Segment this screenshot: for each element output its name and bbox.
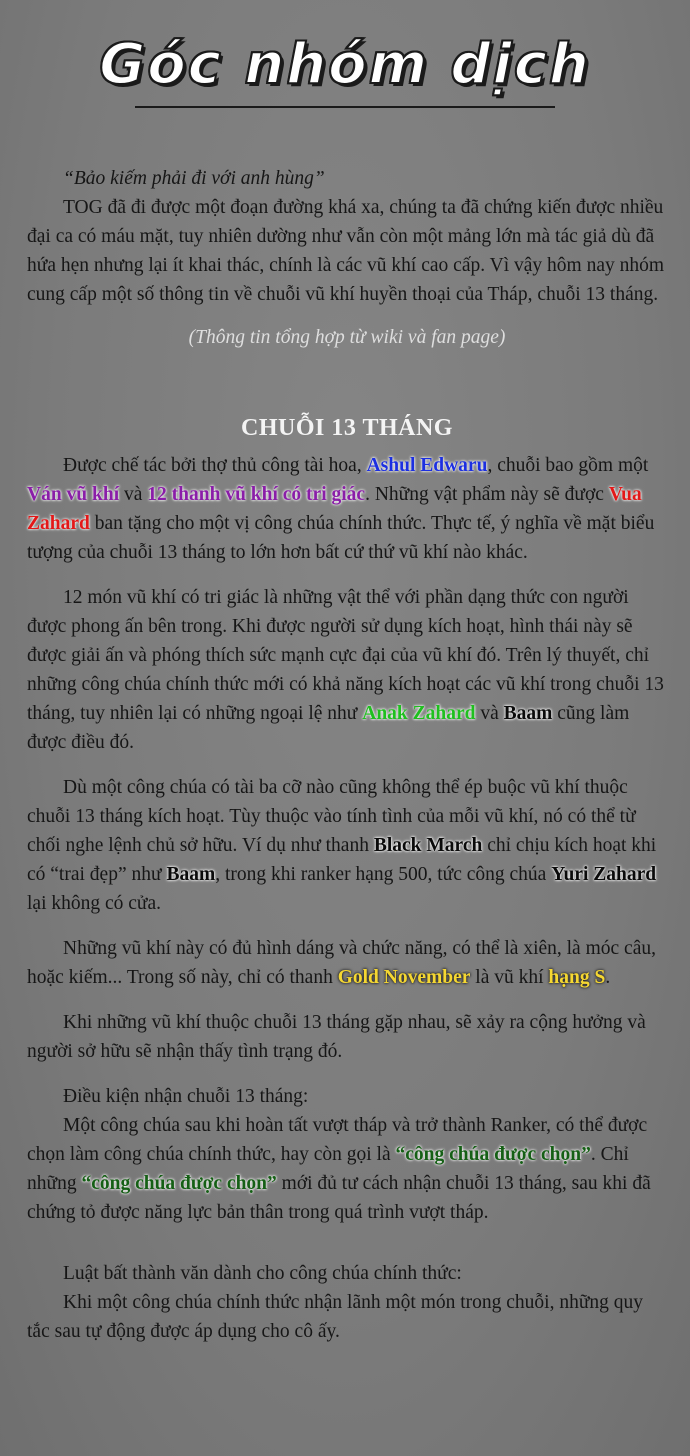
text-segment: mới đủ tư cách nhận chuỗi 13 tháng, sau khi đã chứng tỏ được năng lực bản thân trong quá trình vượt tháp. xyxy=(27,1173,651,1223)
paragraph-resonance: Khi những vũ khí thuộc chuỗi 13 tháng gặp nhau, sẽ xảy ra cộng hưởng và người sở hữu sẽ nhận thấy tình trạng đó. xyxy=(27,1012,646,1062)
header xyxy=(0,30,690,108)
text-segment: , trong khi ranker hạng 500, tức công chúa xyxy=(215,864,552,885)
highlight-chosen-princess: “công chúa được chọn” xyxy=(395,1144,591,1165)
text-segment: ban tặng cho một vị công chúa chính thức. Thực tế, ý nghĩa về mặt biểu tượng của chuỗi 13 tháng to lớn hơn bất cứ thứ vũ khí nào khác. xyxy=(27,513,655,563)
paragraph-rules: Khi một công chúa chính thức nhận lãnh một món trong chuỗi, những quy tắc sau tự động được áp dụng cho cô ấy. xyxy=(27,1292,644,1342)
section-title: CHUỖI 13 THÁNG xyxy=(241,415,453,441)
text-segment: Được chế tác bởi thợ thủ công tài hoa, xyxy=(63,455,367,476)
highlight-weapon-board: Ván vũ khí xyxy=(27,484,120,505)
highlight-baam: Baam xyxy=(503,703,553,724)
highlight-chosen-princess: “công chúa được chọn” xyxy=(81,1173,277,1194)
text-segment: Một công chúa sau khi hoàn tất vượt tháp và trở thành Ranker, có thể được chọn làm công chúa chính thức, hay còn gọi là xyxy=(27,1115,648,1165)
text-segment: . Những vật phẩm này sẽ được xyxy=(365,484,609,505)
highlight-black-march: Black March xyxy=(373,835,483,856)
text-segment: chỉ chịu kích hoạt khi có “trai đẹp” như xyxy=(27,835,657,885)
highlight-s-rank: hạng S xyxy=(548,967,606,988)
text-segment: 12 món vũ khí có tri giác là những vật thể với phần dạng thức con người được phong ấn bên trong. Khi được người sử dụng kích hoạt, hình thái này sẽ được giải ấn và phóng thích sức mạnh cực đại của vũ khí đó. Trên lý thuyết, chỉ những công chúa chính thức mới có khả năng kích hoạt các vũ khí trong chuỗi 13 tháng, tuy nhiên lại có những ngoại lệ như xyxy=(27,587,664,724)
paragraph-shapes xyxy=(27,934,667,992)
rules-heading: Luật bất thành văn dành cho công chúa chính thức: xyxy=(63,1263,462,1284)
text-segment: Những vũ khí này có đủ hình dáng và chức năng, có thể là xiên, là móc câu, hoặc kiếm... Trong số này, chỉ có thanh xyxy=(27,938,656,988)
highlight-ashul-edwaru: Ashul Edwaru xyxy=(366,455,488,476)
conditions-heading: Điều kiện nhận chuỗi 13 tháng: xyxy=(63,1086,309,1107)
text-segment: và xyxy=(119,484,148,505)
highlight-yuri-zahard: Yuri Zahard xyxy=(551,864,657,885)
paragraph-activation xyxy=(27,773,667,918)
highlight-baam: Baam xyxy=(166,864,216,885)
text-segment: lại không có cửa. xyxy=(27,893,162,914)
page-title: Góc nhóm dịch xyxy=(99,32,591,97)
highlight-anak-zahard: Anak Zahard xyxy=(362,703,476,724)
paragraph-conditions xyxy=(27,1111,667,1227)
paragraph-origin xyxy=(27,451,667,567)
article-body xyxy=(27,164,667,1346)
intro-paragraph: TOG đã đi được một đoạn đường khá xa, chúng ta đã chứng kiến được nhiều đại ca có máu mặt, tuy nhiên dường như vẫn còn một mảng lớn mà tác giả dù đã hứa hẹn nhưng lại ít khai thác, chính là các vũ khí cao cấp. Vì vậy hôm nay nhóm cung cấp một số thông tin về chuỗi vũ khí huyền thoại của Tháp, chuỗi 13 tháng. xyxy=(27,197,665,305)
text-segment: và xyxy=(475,703,504,724)
highlight-gold-november: Gold November xyxy=(337,967,471,988)
text-segment: , chuỗi bao gồm một xyxy=(487,455,649,476)
paragraph-sentient xyxy=(27,583,667,757)
highlight-sentient-weapons: 12 thanh vũ khí có tri giác xyxy=(147,484,366,505)
highlight-king-zahard: Vua Zahard xyxy=(27,484,642,534)
source-note: (Thông tin tổng hợp từ wiki và fan page) xyxy=(188,327,506,348)
text-segment: cũng làm được điều đó. xyxy=(27,703,630,753)
text-segment: Dù một công chúa có tài ba cỡ nào cũng không thể ép buộc vũ khí thuộc chuỗi 13 tháng kích hoạt. Tùy thuộc vào tính tình của mỗi vũ khí, nó có thể từ chối nghe lệnh chủ sở hữu. Ví dụ như thanh xyxy=(27,777,636,856)
text-segment: . xyxy=(605,967,611,988)
intro-quote: “Bảo kiếm phải đi với anh hùng” xyxy=(63,168,325,189)
text-segment: . Chỉ những xyxy=(27,1144,629,1194)
title-underline xyxy=(135,106,555,108)
text-segment: là vũ khí xyxy=(470,967,549,988)
